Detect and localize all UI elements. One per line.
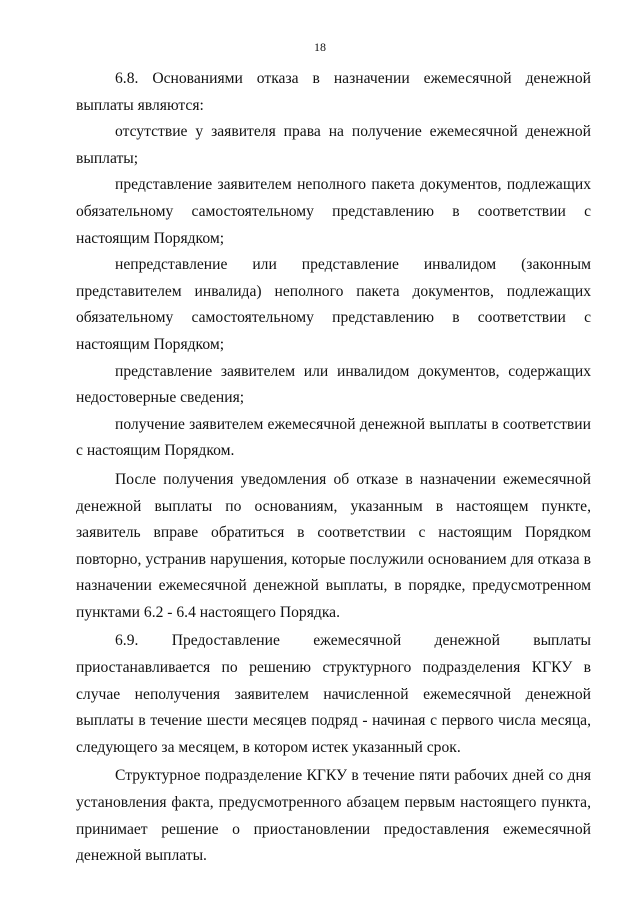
paragraph-after-refusal: После получения уведомления об отказе в назначении ежемесячной денежной выплаты по основаниям, указанным в настоящем пункте, заявитель вправе обратиться в соответствии с настоящим Порядком повторно, устранив нарушения, которые послужили основанием для отказа в назначении ежемесячной денежной выплаты, в порядке, предусмотренном пунктами 6.2 - 6.4 настоящего Порядка. (76, 470, 591, 621)
paragraph-ground-already-receiving: получение заявителем ежемесячной денежной выплаты в соответствии с настоящим Порядком. (76, 415, 591, 460)
paragraph-6-8-heading: 6.8. Основаниями отказа в назначении ежемесячной денежной выплаты являются: (76, 70, 591, 114)
paragraph-6-9-suspension: 6.9. Предоставление ежемесячной денежной выплаты приостанавливается по решению структурного подразделения КГКУ в случае неполучения заявителем начисленной ежемесячной денежной выплаты в течение шести месяцев подряд - начиная с первого числа месяца, следующего за месяцем, в котором истек указанный срок. (76, 632, 591, 756)
paragraph-ground-disabled-person-package: непредставление или представление инвалидом (законным представителем инвалида) неполного пакета документов, подлежащих обязательному самостоятельному представлению в соответствии с настоящим Порядком; (76, 256, 591, 353)
page-number: 18 (314, 40, 326, 54)
paragraph-ground-no-right: отсутствие у заявителя права на получение ежемесячной денежной выплаты; (76, 123, 591, 167)
document-body (76, 66, 591, 870)
paragraph-ground-false-information: представление заявителем или инвалидом документов, содержащих недостоверные сведения; (76, 362, 591, 407)
paragraph-suspension-decision: Структурное подразделение КГКУ в течение пяти рабочих дней со дня установления факта, предусмотренного абзацем первым настоящего пункта, принимает решение о приостановлении предоставления ежемесячной денежной выплаты. (76, 767, 591, 865)
paragraph-ground-incomplete-package: представление заявителем неполного пакета документов, подлежащих обязательному самостоятельному представлению в соответствии с настоящим Порядком; (76, 176, 591, 247)
